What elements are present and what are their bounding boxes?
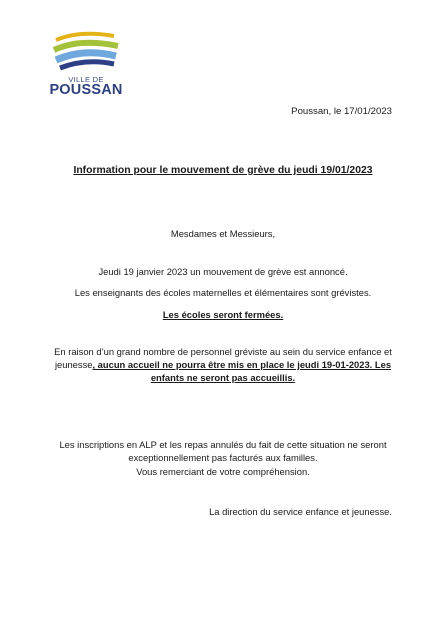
logo-ville-de: VILLE DE <box>68 75 104 84</box>
strike-announcement: Jeudi 19 janvier 2023 un mouvement de grève est annoncé. <box>98 266 348 277</box>
greeting: Mesdames et Messieurs, <box>170 228 276 239</box>
city-logo <box>38 28 134 98</box>
no-reception-paragraph <box>46 345 400 384</box>
date-line: Poussan, le 17/01/2023 <box>291 106 392 117</box>
thanks-line: Vous remerciant de votre compréhension. <box>136 466 310 477</box>
document-title: Information pour le mouvement de grève du jeudi 19/01/2023 <box>73 165 373 176</box>
logo-mark-icon <box>50 28 122 76</box>
signature: La direction du service enfance et jeunesse. <box>209 506 392 517</box>
no-reception-notice: , aucun accueil ne pourra être mis en place le jeudi 19-01-2023. Les enfants ne seront pas accueillis. <box>92 359 392 383</box>
billing-paragraph: Les inscriptions en ALP et les repas annulés du fait de cette situation ne seront exceptionnellement pas facturés aux familles. <box>59 439 387 463</box>
schools-closed-notice: Les écoles seront fermées. <box>162 309 284 320</box>
teachers-on-strike: Les enseignants des écoles maternelles et élémentaires sont grévistes. <box>74 287 372 298</box>
logo-city-name: POUSSAN <box>49 82 123 98</box>
reason-text: En raison d’un grand nombre de personnel gréviste au sein du service enfance et jeunesse <box>54 346 392 370</box>
